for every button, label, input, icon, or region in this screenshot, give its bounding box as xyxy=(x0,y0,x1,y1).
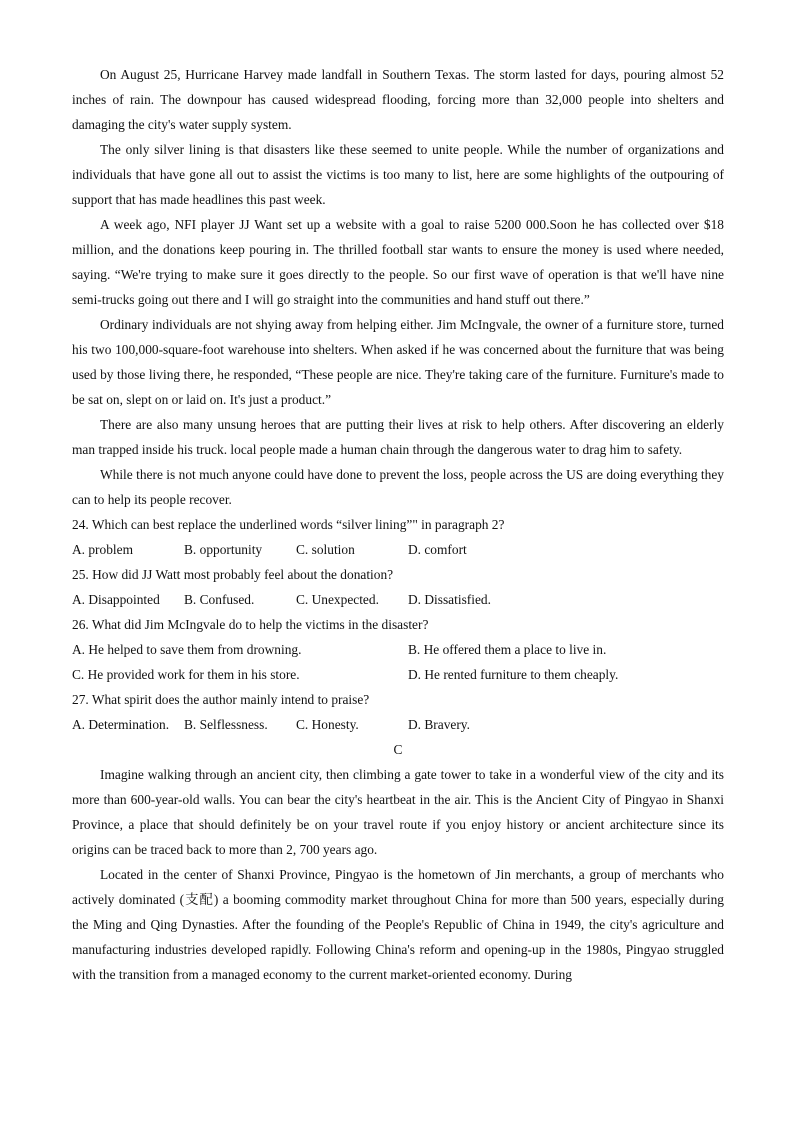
option-a: A. Disappointed xyxy=(72,592,160,607)
option-a: A. problem xyxy=(72,542,133,557)
exam-page xyxy=(72,62,724,987)
passage-c xyxy=(72,762,724,987)
option-d: D. Bravery. xyxy=(408,717,470,732)
passage-paragraph: The only silver lining is that disasters like these seemed to unite people. While the number of organizations and individuals that have gone all out to assist the victims is too many to list, here are some highlights of the outpouring of support that has made headlines this past week. xyxy=(72,142,724,207)
section-heading: C xyxy=(393,742,403,757)
option-d: D. He rented furniture to them cheaply. xyxy=(408,667,619,682)
passage-b xyxy=(72,62,724,512)
question-stem: 26. What did Jim McIngvale do to help the victims in the disaster? xyxy=(72,617,429,632)
options-row xyxy=(72,587,724,612)
option-c: C. He provided work for them in his store. xyxy=(72,667,300,682)
option-d: D. comfort xyxy=(408,542,467,557)
options-row xyxy=(72,712,724,737)
option-a: A. Determination. xyxy=(72,717,170,732)
passage-paragraph: There are also many unsung heroes that are putting their lives at risk to help others. After discovering an elderly man trapped inside his truck. local people made a human chain through the dangerous water to drag him to safety. xyxy=(72,417,724,457)
options-row xyxy=(72,637,724,662)
option-b: B. Confused. xyxy=(184,592,255,607)
option-a: A. He helped to save them from drowning. xyxy=(72,642,302,657)
question-stem: 27. What spirit does the author mainly intend to praise? xyxy=(72,692,370,707)
passage-paragraph: Ordinary individuals are not shying away from helping either. Jim McIngvale, the owner of a furniture store, turned his two 100,000-square-foot warehouse into shelters. When asked if he was concerned about the furniture that was being used by those living there, he responded, “These people are nice. They're taking care of the furniture. Furniture's made to be sat on, slept on or laid on. It's just a product.” xyxy=(72,317,724,407)
question-block-25 xyxy=(72,562,724,612)
option-b: B. opportunity xyxy=(184,542,263,557)
options-row xyxy=(72,537,724,562)
passage-paragraph: Imagine walking through an ancient city, then climbing a gate tower to take in a wonderful view of the city and its more than 600-year-old walls. You can bear the city's heartbeat in the air. This is the Ancient City of Pingyao in Shanxi Province, a place that should definitely be on your travel route if you enjoy history or ancient architecture since its origins can be traced back to more than 2, 700 years ago. xyxy=(72,767,724,857)
option-c: C. solution xyxy=(296,542,355,557)
question-block-24 xyxy=(72,512,724,562)
passage-paragraph: A week ago, NFI player JJ Want set up a website with a goal to raise 5200 000.Soon he has collected over $18 million, and the donations keep pouring in. The thrilled football star wants to ensure the money is used where needed, saying. “We're trying to make sure it goes directly to the people. So our first wave of operation is that we'll have nine semi-trucks going out there and I will go straight into the communities and hand stuff out there.” xyxy=(72,217,724,307)
option-b: B. Selflessness. xyxy=(184,717,268,732)
question-stem: 24. Which can best replace the underlined words “silver lining”" in paragraph 2? xyxy=(72,517,505,532)
options-row xyxy=(72,662,724,687)
passage-paragraph: On August 25, Hurricane Harvey made landfall in Southern Texas. The storm lasted for days, pouring almost 52 inches of rain. The downpour has caused widespread flooding, forcing more than 32,000 people into shelters and damaging the city's water supply system. xyxy=(72,67,724,132)
question-stem: 25. How did JJ Watt most probably feel about the donation? xyxy=(72,567,394,582)
passage-paragraph: Located in the center of Shanxi Province, Pingyao is the hometown of Jin merchants, a group of merchants who actively dominated (支配) a booming commodity market throughout China for more than 500 years, especially during the Ming and Qing Dynasties. After the founding of the People's Republic of China in 1949, the city's agriculture and manufacturing industries developed rapidly. Following China's reform and opening-up in the 1980s, Pingyao struggled with the transition from a managed economy to the current market-oriented economy. During xyxy=(72,867,724,982)
passage-paragraph: While there is not much anyone could have done to prevent the loss, people across the US are doing everything they can to help its people recover. xyxy=(72,467,724,507)
option-c: C. Honesty. xyxy=(296,717,359,732)
option-c: C. Unexpected. xyxy=(296,592,379,607)
option-b: B. He offered them a place to live in. xyxy=(408,642,607,657)
question-block-27 xyxy=(72,687,724,737)
option-d: D. Dissatisfied. xyxy=(408,592,491,607)
question-block-26 xyxy=(72,612,724,687)
